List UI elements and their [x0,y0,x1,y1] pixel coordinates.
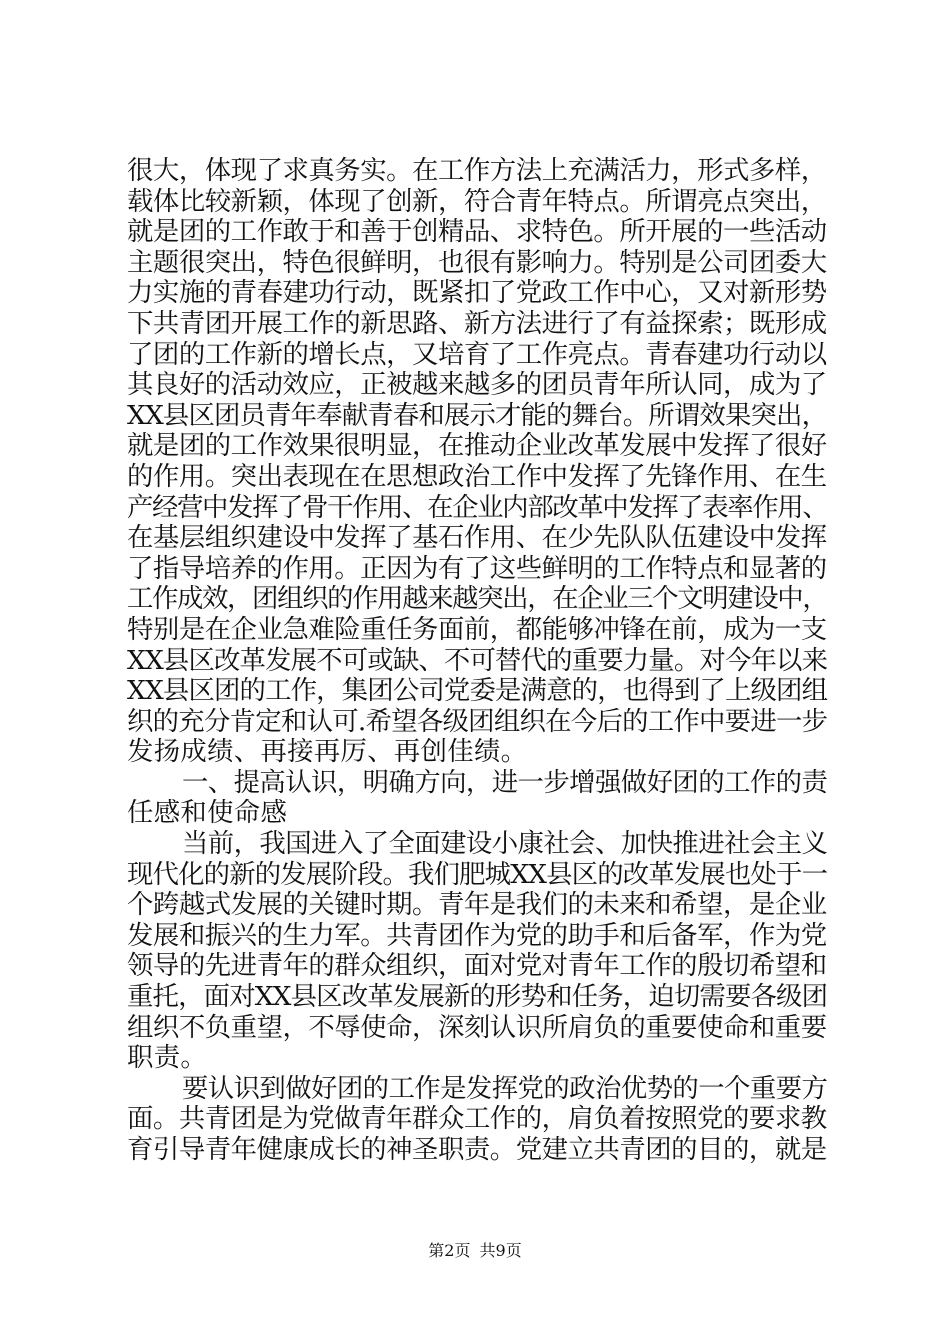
text-line: 工作成效，团组织的作用越来越突出，在企业三个文明建设中， [127,583,828,615]
text-line: XX县区改革发展不可或缺、不可替代的重要力量。对今年以来 [127,644,828,676]
document-body [127,156,827,1166]
text-line: 很大，体现了求真务实。在工作方法上充满活力，形式多样， [127,155,827,186]
text-line: 育引导青年健康成长的神圣职责。党建立共青团的目的，就是 [127,1134,827,1165]
page-footer [0,1238,950,1261]
text-line: 职责。 [127,1042,208,1074]
text-line: 个跨越式发展的关键时期。青年是我们的未来和希望，是企业 [127,889,827,921]
text-line: 了指导培养的作用。正因为有了这些鲜明的工作特点和显著的 [127,552,827,584]
text-line: 就是团的工作效果很明显，在推动企业改革发展中发挥了很好 [127,430,827,462]
text-line: 面。共青团是为党做青年群众工作的，肩负着按照党的要求教 [127,1103,827,1135]
text-line: 在基层组织建设中发挥了基石作用、在少先队队伍建设中发挥 [127,522,827,554]
text-line: XX县区团员青年奉献青春和展示才能的舞台。所谓效果突出， [127,399,828,431]
text-line: 重托，面对XX县区改革发展新的形势和任务，迫切需要各级团 [127,981,828,1013]
text-line: 发扬成绩、再接再厉、再创佳绩。 [127,736,528,768]
text-line: 组织不负重望，不辱使命，深刻认识所肩负的重要使命和重要 [127,1011,827,1043]
text-line: 领导的先进青年的群众组织，面对党对青年工作的殷切希望和 [127,950,827,982]
text-line: 其良好的活动效应，正被越来越多的团员青年所认同，成为了 [127,369,827,401]
text-line: 载体比较新颖，体现了创新，符合青年特点。所谓亮点突出， [127,185,827,217]
text-line: 当前，我国进入了全面建设小康社会、加快推进社会主义 [182,828,828,860]
page-number: 第2页 [428,1241,471,1260]
text-line: 现代化的新的发展阶段。我们肥城XX县区的改革发展也处于一 [127,858,828,890]
total-pages: 共9页 [479,1241,522,1260]
text-line: 要认识到做好团的工作是发挥党的政治优势的一个重要方 [182,1072,828,1104]
text-line: 特别是在企业急难险重任务面前，都能够冲锋在前，成为一支 [127,613,827,645]
text-line: 的作用。突出表现在在思想政治工作中发挥了先锋作用、在生 [127,460,827,492]
text-line: 就是团的工作敢于和善于创精品、求特色。所开展的一些活动 [127,216,827,248]
text-line: 了团的工作新的增长点，又培育了工作亮点。青春建功行动以 [127,338,827,370]
text-line: 主题很突出，特色很鲜明，也很有影响力。特别是公司团委大 [127,246,827,278]
text-line: 下共青团开展工作的新思路、新方法进行了有益探索；既形成 [127,307,827,339]
text-line: 任感和使命感 [127,797,288,829]
text-line: 产经营中发挥了骨干作用、在企业内部改革中发挥了表率作用、 [127,491,828,523]
text-line: 力实施的青春建功行动，既紧扣了党政工作中心，又对新形势 [127,277,827,309]
text-line: XX县区团的工作，集团公司党委是满意的，也得到了上级团组 [127,675,828,707]
text-line: 织的充分肯定和认可.希望各级团组织在今后的工作中要进一步 [127,705,828,737]
text-line: 发展和振兴的生力军。共青团作为党的助手和后备军，作为党 [127,919,827,951]
text-line: 一、提高认识，明确方向，进一步增强做好团的工作的责 [182,766,828,798]
